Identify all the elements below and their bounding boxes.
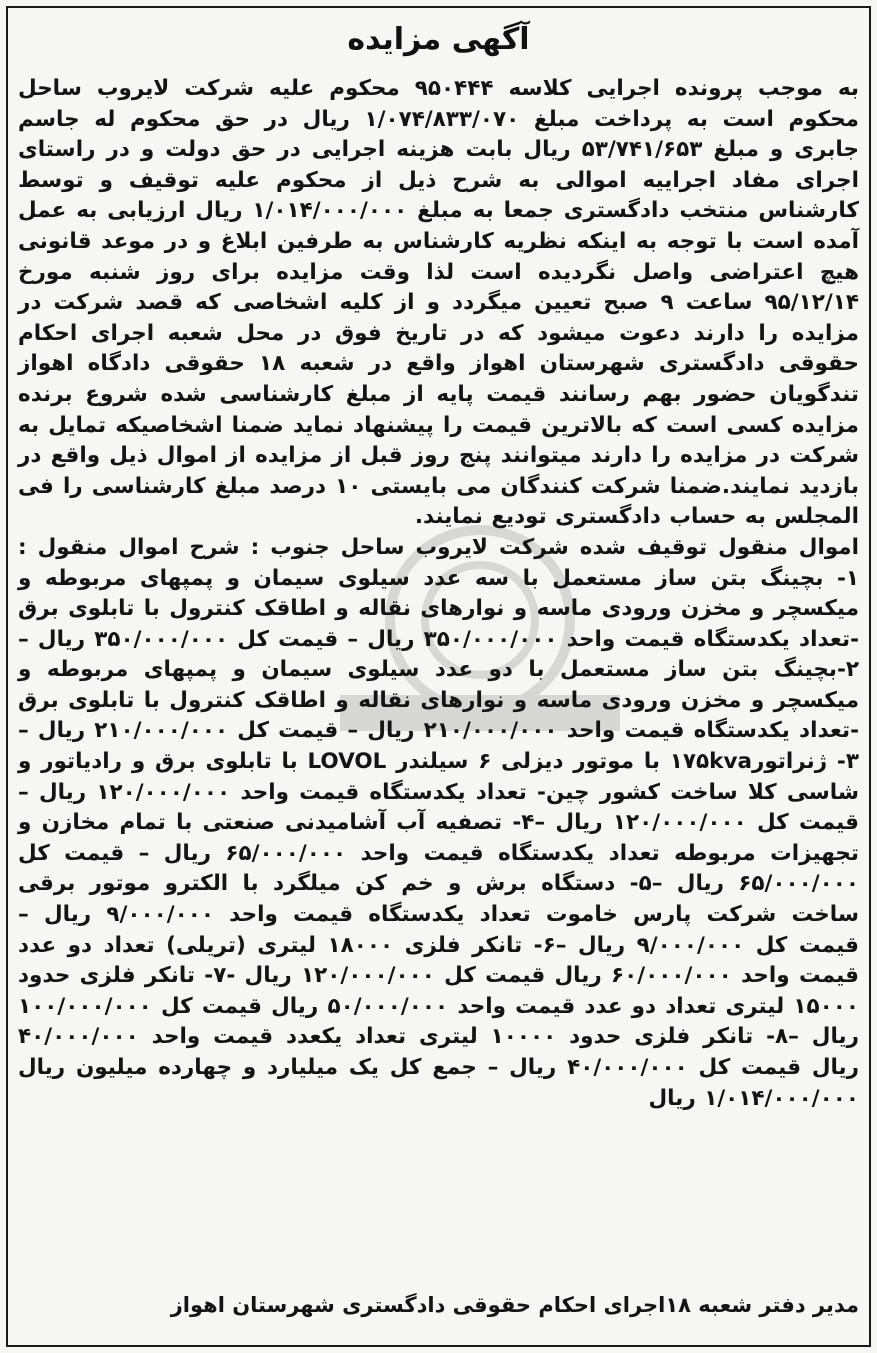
notice-title: آگهی مزایده [347,22,530,57]
notice-body: به موجب پرونده اجرایی کلاسه ۹۵۰۴۴۴ محکوم علیه شرکت لایروب ساحل محکوم است به پرداخت مبلغ ۱/۰۷۴/۸۳۳/۰۷۰ ریال در حق محکوم له جاسم جابری و مبلغ ۵۳/۷۴۱/۶۵۳ ریال بابت هزینه اجرایی در حق دولت و در راستای اجرای مفاد اجراییه اموالی به شرح ذیل از محکوم علیه توقیف و توسط کارشناس منتخب دادگستری جمعا به مبلغ ۱/۰۱۴/۰۰۰/۰۰۰ ریال ارزیابی به عمل آمده است با توجه به اینکه نظریه کارشناس به طرفین ابلاغ و در موعد قانونی هیچ اعتراضی واصل نگردیده است لذا وقت مزایده برای روز شنبه مورخ ۹۵/۱۲/۱۴ ساعت ۹ صبح تعیین میگردد و از کلیه اشخاصی که قصد شرکت در مزایده را دارند دعوت میشود که در تاریخ فوق در محل شعبه اجرای احکام حقوقی دادگستری شهرستان اهواز واقع در شعبه ۱۸ حقوقی دادگاه اهواز تندگویان حضور بهم رسانند قیمت پایه از مبلغ کارشناسی شده شروع برنده مزایده کسی است که بالاترین قیمت را پیشنهاد نماید ضمنا اشخاصیکه تمایل به شرکت در مزایده را دارند میتوانند پنج روز قبل از مزایده از اموال ذیل واقع در بازدید نمایند.ضمنا شرکت کنندگان می بایستی ۱۰ درصد مبلغ کارشناسی را فی المجلس به حساب دادگستری تودیع نمایند. اموال منقول توقیف شده شرکت لایروب ساحل جنوب : شرح اموال منقول : ۱- بچینگ بتن ساز مستعمل با سه عدد سیلوی سیمان و پمپهای مربوطه و میکسچر و مخزن ورودی ماسه و نوارهای نقاله و اطاقک کنترول با تابلوی برق -تعداد یکدستگاه قیمت واحد ۳۵۰/۰۰۰/۰۰۰ ریال – قیمت کل ۳۵۰/۰۰۰/۰۰۰ ریال –۲-بچینگ بتن ساز مستعمل با دو عدد سیلوی سیمان و پمپهای مربوطه و میکسچر و مخزن ورودی ماسه و نوارهای نقاله و اطاقک کنترول با تابلوی برق -تعداد یکدستگاه قیمت واحد ۲۱۰/۰۰۰/۰۰۰ ریال – قیمت کل ۲۱۰/۰۰۰/۰۰۰ ریال –۳- ژنراتور۱۷۵kva با موتور دیزلی ۶ سیلندر LOVOL با تابلوی برق و رادیاتور و شاسی کلا ساخت کشور چین- تعداد یکدستگاه قیمت واحد ۱۲۰/۰۰۰/۰۰۰ ریال –قیمت کل ۱۲۰/۰۰۰/۰۰۰ ریال –۴- تصفیه آب آشامیدنی صنعتی با تمام مخازن و تجهیزات مربوطه تعداد یکدستگاه قیمت واحد ۶۵/۰۰۰/۰۰۰ ریال – قیمت کل ۶۵/۰۰۰/۰۰۰ ریال –۵- دستگاه برش و خم کن میلگرد با الکترو موتور برقی ساخت شرکت پارس خاموت تعداد یکدستگاه قیمت واحد ۹/۰۰۰/۰۰۰ ریال – قیمت کل ۹/۰۰۰/۰۰۰ ریال –۶- تانکر فلزی ۱۸۰۰۰ لیتری (تریلی) تعداد دو عدد قیمت واحد ۶۰/۰۰۰/۰۰۰ ریال قیمت کل ۱۲۰/۰۰۰/۰۰۰ ریال -۷- تانکر فلزی حدود ۱۵۰۰۰ لیتری تعداد دو عدد قیمت واحد ۵۰/۰۰۰/۰۰۰ ریال قیمت کل ۱۰۰/۰۰۰/۰۰۰ ریال –۸- تانکر فلزی حدود ۱۰۰۰۰ لیتری تعداد یکعدد قیمت واحد ۴۰/۰۰۰/۰۰۰ ریال قیمت کل ۴۰/۰۰۰/۰۰۰ ریال – جمع کل یک میلیارد و چهارده میلیون ریال ۱/۰۱۴/۰۰۰/۰۰۰ ریال [18,76,859,1111]
notice-signature: مدیر دفتر شعبه ۱۸اجرای احکام حقوقی دادگستری شهرستان اهواز [170,1293,859,1317]
